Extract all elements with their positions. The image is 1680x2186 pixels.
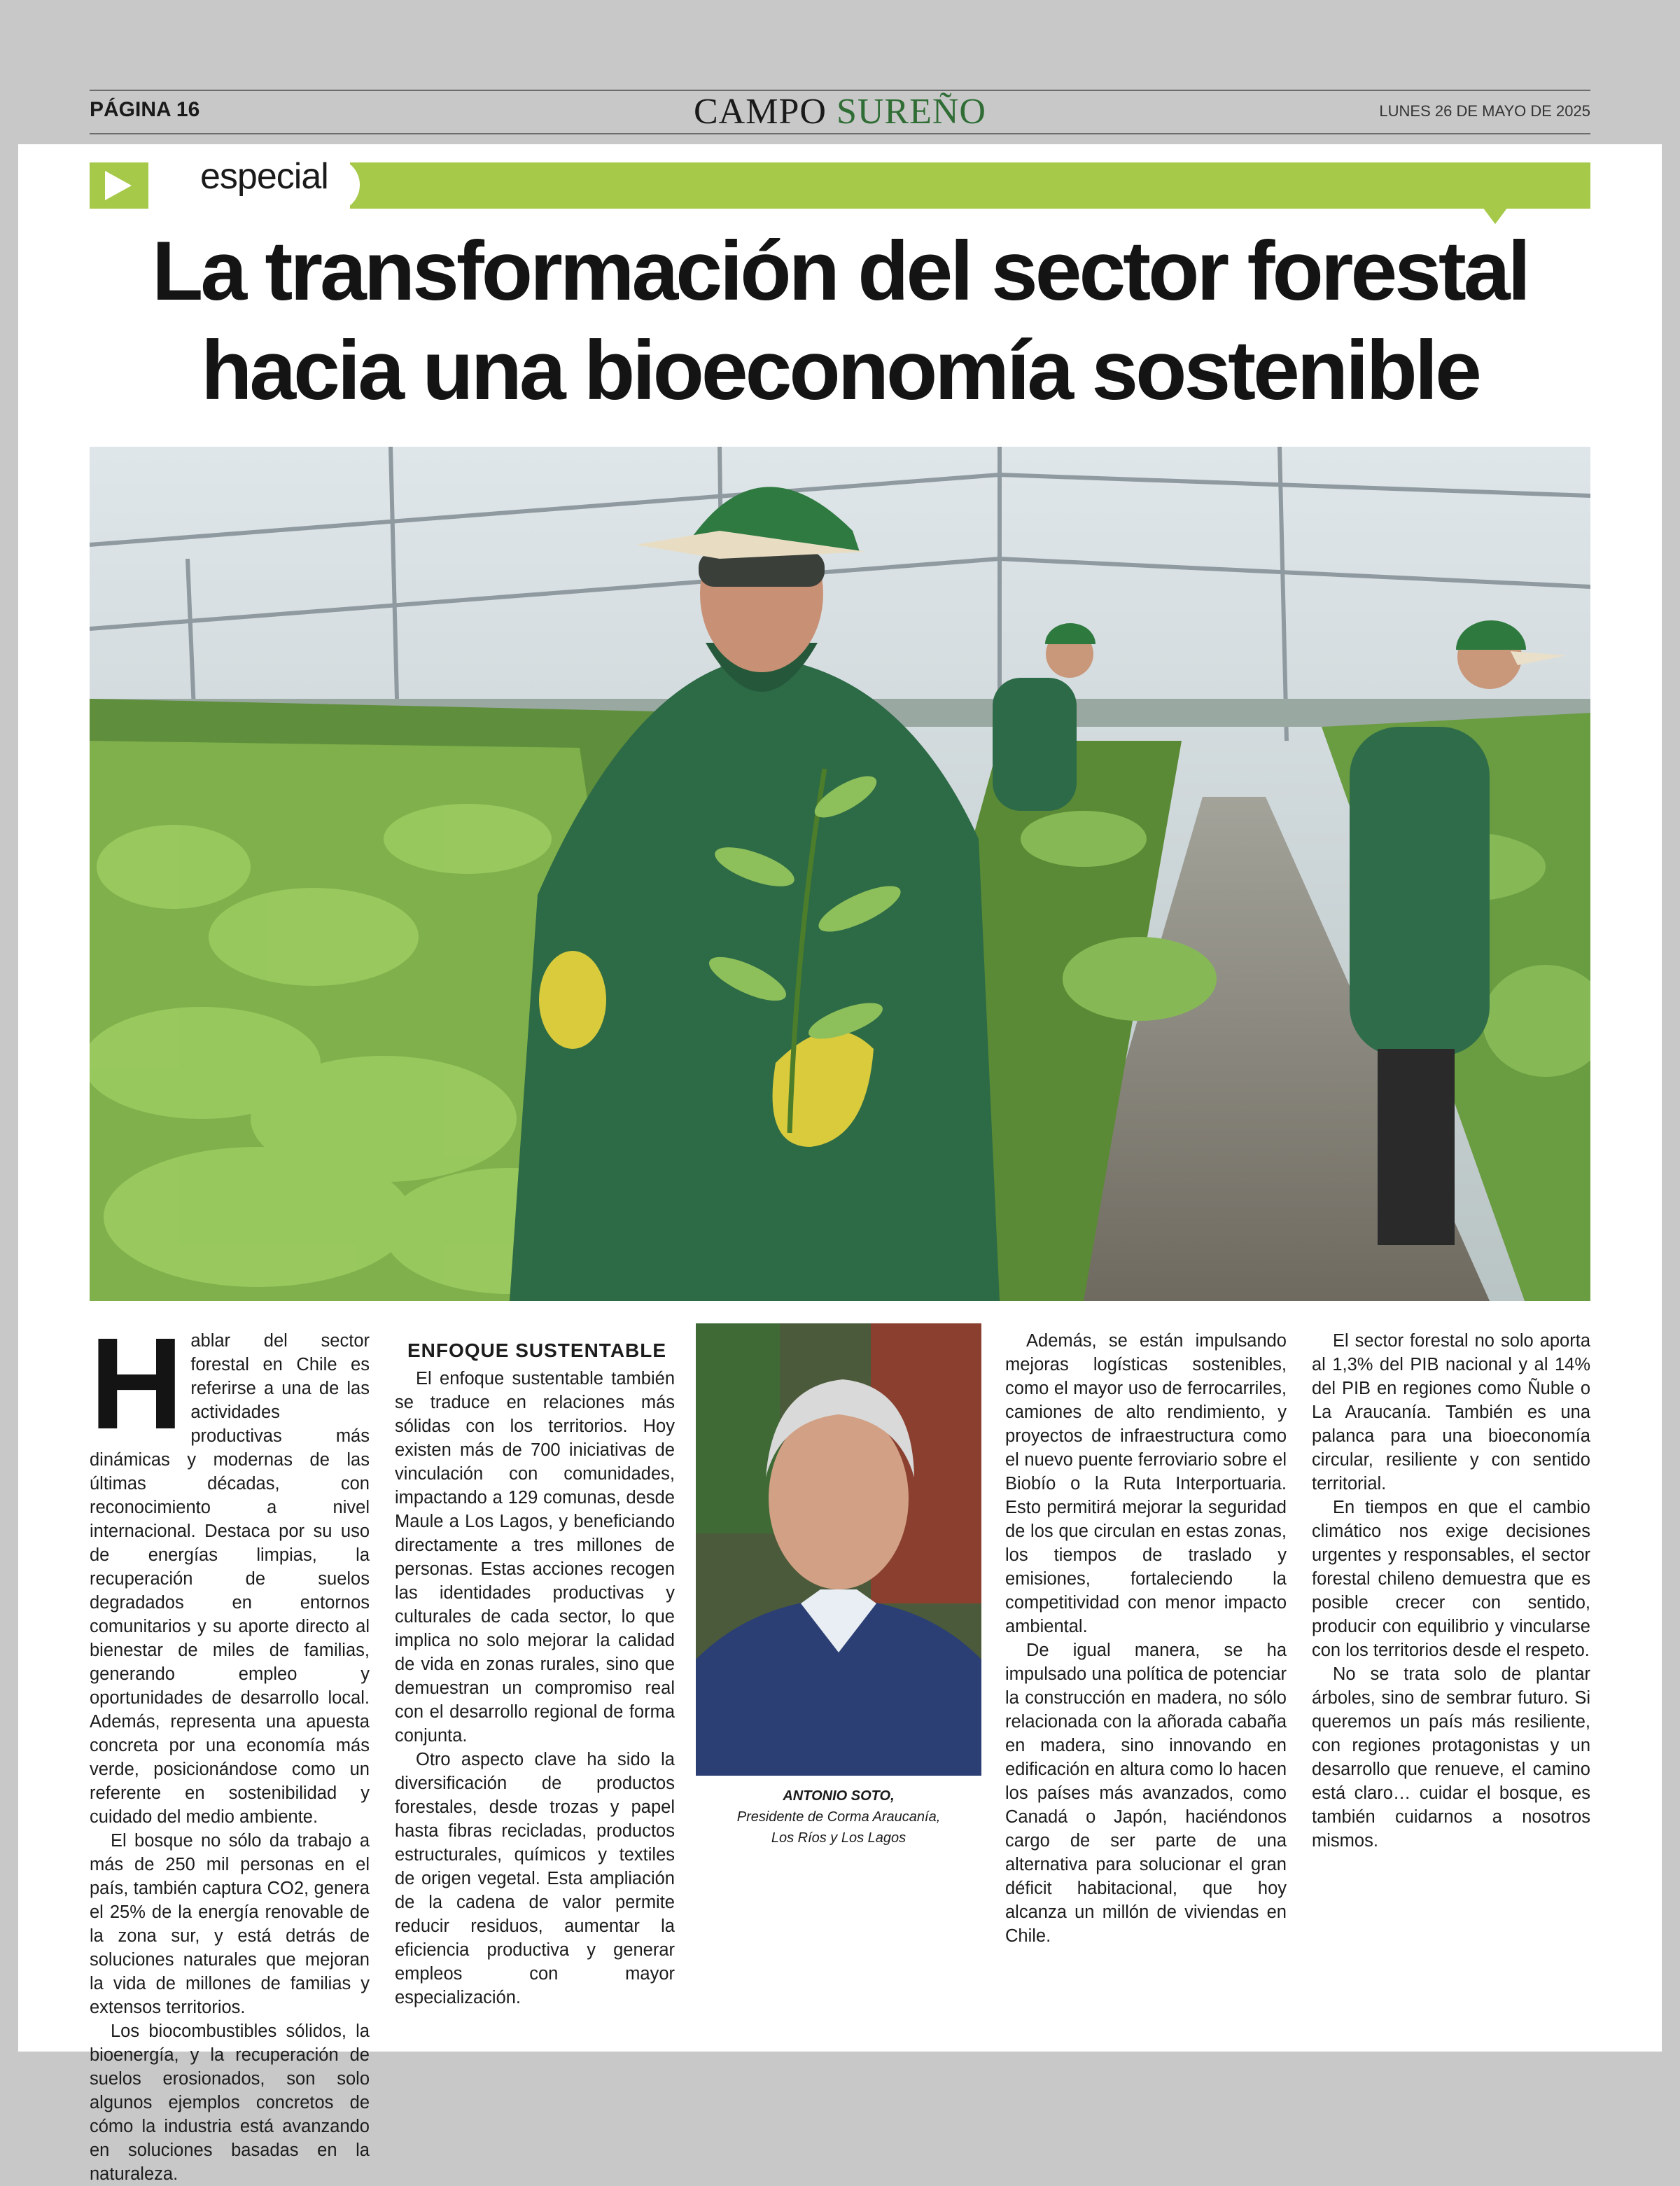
article-subhead: ENFOQUE SUSTENTABLE (407, 1339, 667, 1361)
article-paragraph-5: Otro aspecto clave ha sido la diversificación de productos forestales, desde trozas y papel hasta fibras recicladas, productos estructurales, químicos y textiles de origen vegetal. Esta ampliación de la cadena de valor permite reducir residuos, aumentar la eficiencia productiva y generar empleos con mayor especialización. (395, 1750, 675, 2007)
caption-name: ANTONIO SOTO, (783, 1788, 895, 1804)
article-paragraph-9: En tiempos en que el cambio climático nos exige decisiones urgentes y responsables, el sector forestal chileno demuestra que es posible crecer con sentido, producir con equilibrio y vincularse con los territorios desde el respeto. (1312, 1498, 1590, 1660)
article-paragraph-3: Los biocombustibles sólidos, la bioenergía, y la recuperación de suelos erosionados, son solo algunos ejemplos concretos de cómo la industria está avanzando en soluciones basadas en la naturaleza. (90, 2021, 370, 2184)
greenhouse-workers-photo (90, 447, 1590, 1301)
article-paragraph-7: De igual manera, se ha impulsado una política de potenciar la construcción en madera, no sólo relacionada con la añorada cabaña en madera, sino innovando en edificación en altura como lo hacen los países más avanzados, como Canadá o Japón, haciéndonos cargo de ser parte de una alternativa para solucionar el gran déficit habitacional, que hoy alcanza un millón de viviendas en Chile. (1005, 1641, 1287, 1946)
article-column-2 (395, 1329, 675, 2010)
article-paragraph-6: Además, se están impulsando mejoras logísticas sostenibles, como el mayor uso de ferrocarriles, camiones de alto rendimiento, y proyectos de infraestructura como el nuevo puente ferroviario sobre el Biobío o la Ruta Interportuaria. Esto permitirá mejorar la seguridad de los que circulan en estas zonas, los tiempos de traslado y emisiones, fortaleciendo la competitividad con menor impacto ambiental. (1005, 1331, 1287, 1636)
masthead-title-part2: SUREÑO (836, 92, 986, 132)
headline-line-1: La transformación del sector forestal (152, 224, 1528, 318)
drop-cap: H (90, 1311, 184, 1456)
issue-date: LUNES 26 DE MAYO DE 2025 (1379, 102, 1590, 120)
section-play-icon (90, 162, 148, 209)
article-headline (90, 221, 1590, 420)
section-banner-bar (350, 162, 1590, 209)
portrait-photo (696, 1323, 981, 1776)
caption-role-line-2: Los Ríos y Los Lagos (771, 1830, 906, 1846)
article-paragraph-4: El enfoque sustentable también se traduce en relaciones más sólidas con los territorios. Hoy existen más de 700 iniciativas de vinculación con comunidades, impactando a 129 comunas, desde Maule a Los Lagos, y beneficiando directamente a tres millones de personas. Estas acciones recogen las identidades productivas y culturales de cada sector, lo que implica no solo mejorar la calidad de vida en zonas rurales, sino que demuestran un compromiso real con el desarrollo regional de forma conjunta. (395, 1369, 675, 1746)
masthead-title-part1: CAMPO (694, 92, 827, 132)
portrait-caption (696, 1785, 981, 1849)
article-paragraph-1: ablar del sector forestal en Chile es referirse a una de las actividades productivas más dinámicas y modernas de las últimas décadas, con reconocimiento a nivel internacional. Destaca por su uso de energías limpias, la recuperación de suelos degradados en entornos comunitarios y su aporte directo al bienestar de miles de familias, generando empleo y oportunidades de desarrollo local. Además, representa una apuesta concreta por una economía más verde, posicionándose como un referente en sostenibilidad y cuidado del medio ambiente. (90, 1331, 370, 1827)
article-column-3 (1005, 1329, 1287, 1948)
article-paragraph-10: No se trata solo de plantar árboles, sino de sembrar futuro. Si queremos un país más resiliente, con regiones protagonistas y un desarrollo que renueve, el camino está claro… cuidar el bosque, es también cuidarnos a nosotros mismos. (1312, 1664, 1590, 1851)
masthead-rule-bottom (90, 133, 1590, 134)
article-paragraph-8: El sector forestal no solo aporta al 1,3% del PIB nacional y al 14% del PIB en regiones como Ñuble o La Araucanía. También es una palanca para una bioeconomía circular, resiliente y con sentido territorial. (1312, 1331, 1590, 1494)
article-paragraph-2: El bosque no sólo da trabajo a más de 250 mil personas en el país, también captura CO2, genera el 25% de la energía renovable de la zona sur, y está detrás de soluciones naturales que mejoran la vida de millones de familias y extensos territorios. (90, 1831, 370, 2017)
article-column-1 (90, 1311, 370, 2186)
article-column-4 (1312, 1329, 1590, 1853)
page-number: PÁGINA 16 (90, 98, 200, 121)
caption-role-line-1: Presidente de Corma Araucanía, (736, 1809, 941, 1825)
headline-line-2: hacia una bioeconomía sostenible (201, 323, 1479, 417)
section-label: especial (200, 156, 328, 197)
